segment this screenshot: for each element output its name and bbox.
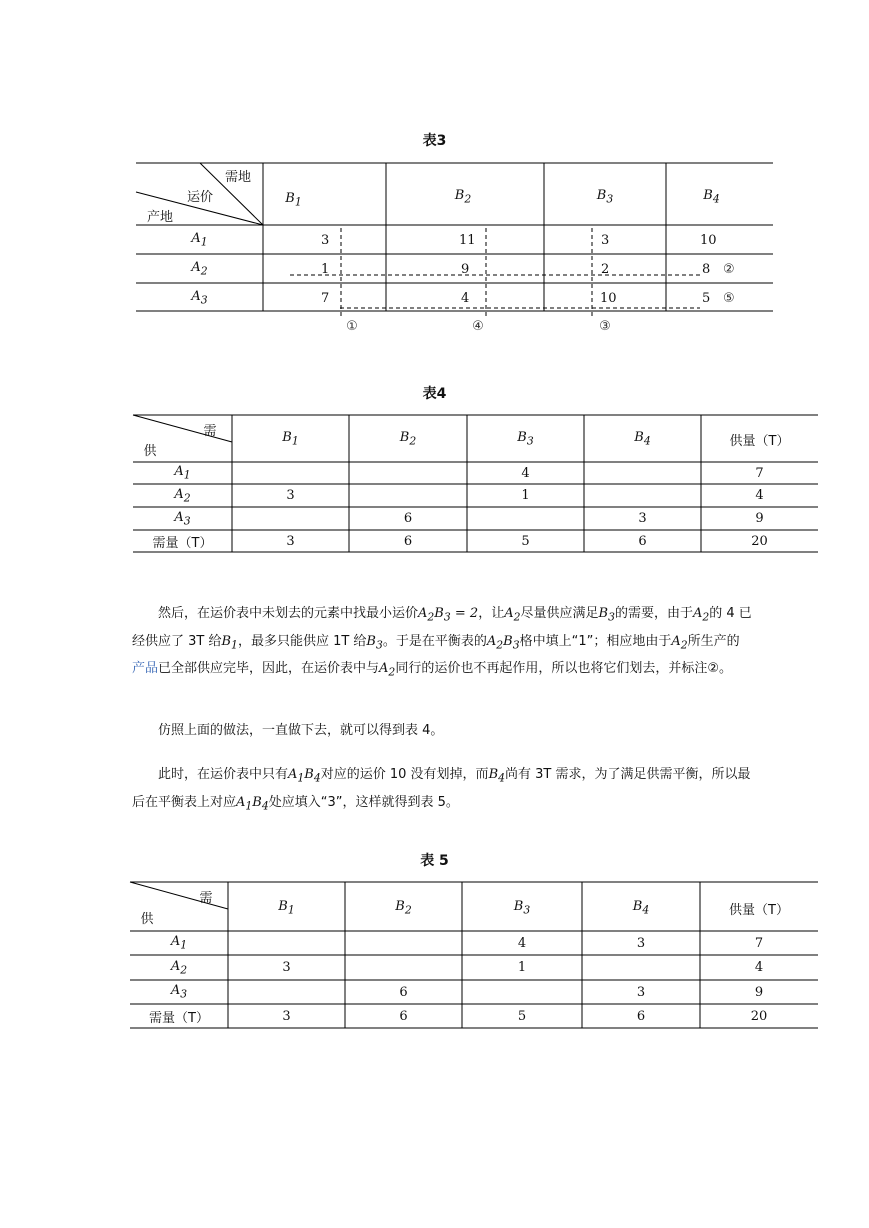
table4-cell: 1 xyxy=(521,488,530,503)
table5-cell: 6 xyxy=(399,984,408,1000)
table4-cell xyxy=(232,507,349,530)
table3-corner-origin: 产地 xyxy=(146,209,173,225)
table4-col-header: $B_3$ xyxy=(517,430,534,448)
table3-caption: 表3 xyxy=(422,133,447,149)
paragraph-2: 仿照上面的做法，一直做下去，就可以得到表 4。 xyxy=(158,723,444,738)
product-link[interactable]: 产品 xyxy=(132,661,159,677)
table5-cell xyxy=(228,931,345,955)
table3-row-header: $A_2$ xyxy=(191,260,208,278)
table3-cell: 4 xyxy=(461,290,470,306)
table5-supply-cell: 9 xyxy=(754,984,764,1000)
table4-row-header: $A_1$ xyxy=(174,464,191,482)
table4-demand-cell: 6 xyxy=(403,533,413,549)
table3-col-header: $B_4$ xyxy=(703,188,720,206)
table5-supply-cell: 4 xyxy=(754,960,764,975)
table5-cell xyxy=(582,955,700,980)
table4-supply-cell: 4 xyxy=(755,488,764,503)
table4-cell: 3 xyxy=(638,511,647,526)
table3-row-header: $A_3$ xyxy=(191,289,208,307)
table4-demand-cell: 5 xyxy=(521,533,530,549)
table4-demand-cell: 3 xyxy=(286,533,295,549)
table3-cell: 10 xyxy=(700,232,717,248)
table3-cell: 11 xyxy=(459,232,476,248)
table3-col-header: $B_3$ xyxy=(596,188,614,206)
table4-cell xyxy=(232,462,349,484)
table4-corner-supply: 供 xyxy=(143,443,157,459)
table5-cell: 3 xyxy=(282,960,291,975)
table5-cell: 4 xyxy=(517,935,527,951)
table5-row-header: $A_3$ xyxy=(170,983,188,1001)
table5-col-header: $B_2$ xyxy=(395,899,412,917)
table4-supply-cell: 7 xyxy=(755,465,764,481)
table3-cell: 8 xyxy=(702,261,711,277)
table5-cell xyxy=(228,980,345,1004)
table5-cell: 3 xyxy=(636,935,646,951)
table4-demand-label: 需量（T） xyxy=(152,535,213,551)
table3-cell: 2 xyxy=(601,261,610,277)
table4-demand-total: 20 xyxy=(751,533,768,549)
table5-demand-cell: 5 xyxy=(517,1008,527,1024)
table5-demand-cell: 6 xyxy=(636,1008,646,1024)
table4-caption: 表4 xyxy=(422,386,447,402)
table5-col-header: $B_3$ xyxy=(513,899,531,917)
table3-corner-demand: 需地 xyxy=(224,169,251,185)
table3-row-mark: ② xyxy=(723,261,735,277)
table3-col-mark: ④ xyxy=(472,318,484,334)
table5-row-header: $A_1$ xyxy=(170,934,188,952)
table3-col-header: $B_2$ xyxy=(454,188,472,206)
table5-row-header: $A_2$ xyxy=(170,958,188,977)
table3-cell: 3 xyxy=(601,232,610,248)
table4-cell xyxy=(467,507,584,530)
table4-cell xyxy=(349,462,467,484)
table4-cell xyxy=(349,484,467,507)
table3-corner-price: 运价 xyxy=(186,189,213,205)
table3-row-header: $A_1$ xyxy=(191,231,208,249)
table3-row-mark: ⑤ xyxy=(723,290,735,306)
table4-supply-cell: 9 xyxy=(755,511,764,526)
table5-supply-header: 供量（T） xyxy=(729,902,789,918)
table5-cell xyxy=(345,931,462,955)
table3-cell: 1 xyxy=(321,261,330,277)
table5-cell xyxy=(462,980,582,1004)
table5-col-header: $B_4$ xyxy=(632,899,650,917)
table4-col-header: $B_2$ xyxy=(399,430,417,448)
table5-supply-cell: 7 xyxy=(754,935,764,951)
table5-demand-total: 20 xyxy=(750,1008,768,1024)
table5-demand-cell: 6 xyxy=(399,1008,408,1024)
table4-row-header: $A_3$ xyxy=(174,509,191,528)
table4-col-header: $B_1$ xyxy=(282,430,299,448)
table5-cell xyxy=(345,955,462,980)
table5-demand-label: 需量（T） xyxy=(149,1010,209,1026)
table5-col-header: $B_1$ xyxy=(278,899,295,917)
table4-cell xyxy=(584,462,701,484)
table3-col-header: $B_1$ xyxy=(285,191,302,209)
table5-cell: 3 xyxy=(636,984,646,1000)
table4-demand-cell: 6 xyxy=(638,533,647,549)
table4-col-header: $B_4$ xyxy=(634,430,651,448)
table5-caption: 表 5 xyxy=(420,853,449,869)
table5-cell: 1 xyxy=(517,960,527,975)
table3-cell: 5 xyxy=(702,290,711,306)
table3-cell: 3 xyxy=(321,232,330,248)
table3-col-mark: ① xyxy=(346,318,358,334)
table5-corner-demand: 需 xyxy=(199,890,213,906)
table3-cell: 7 xyxy=(321,290,330,306)
table4-cell: 4 xyxy=(521,465,530,481)
table3-cell: 10 xyxy=(600,290,617,306)
table5-corner-supply: 供 xyxy=(140,911,154,927)
table4-supply-header: 供量（T） xyxy=(729,433,790,449)
table4-cell: 3 xyxy=(286,488,295,503)
table4-cell: 6 xyxy=(403,511,413,526)
paragraph-1: 然后，在运价表中未划去的元素中找最小运价$A_2B_3 = 2$，让$A_2$尽量供应满足$B_3$的需要，由于$A_2$的 4 已经供应了 3T 给$B_1$，最多只能供应 1T 给$B_3$。于是在平衡表的$A_2B_3$格中填上“1”；相应地由于$A_2$所生产的产品已全部供应完毕，因此，在运价表中与$A_2$同行的运价也不再起作用，所以也将它们划去，并标注②。 xyxy=(132,606,752,679)
table3-cell: 9 xyxy=(461,261,470,277)
table4-row-header: $A_2$ xyxy=(174,486,191,505)
table4-cell xyxy=(584,484,701,507)
table3-col-mark: ③ xyxy=(599,318,611,334)
table5-demand-cell: 3 xyxy=(282,1008,291,1024)
table4-corner-demand: 需 xyxy=(203,423,217,439)
paragraph-3: 此时，在运价表中只有$A_1B_4$对应的运价 10 没有划掉，而$B_4$尚有 3T 需求，为了满足供需平衡，所以最后在平衡表上对应$A_1B_4$处应填入“3”，这样就得到表 5。 xyxy=(132,767,751,813)
